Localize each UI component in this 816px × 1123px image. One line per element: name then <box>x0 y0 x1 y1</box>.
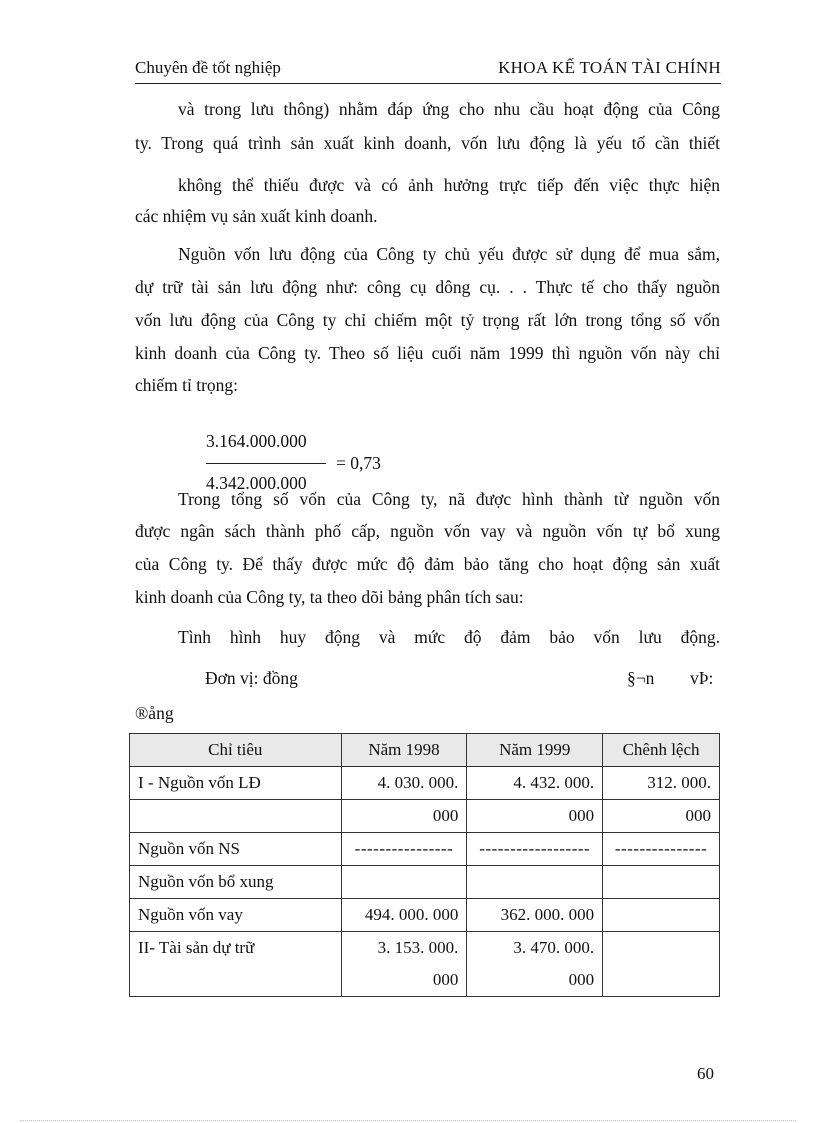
paragraph-line: và trong lưu thông) nhằm đáp ứng cho nhu cầu hoạt động của Công <box>178 99 720 119</box>
table-caption: Tình hình huy động và mức độ đảm bảo vốn lưu động. <box>178 627 720 647</box>
header-rule <box>135 83 721 84</box>
table-header-cell: Chỉ tiêu <box>130 734 342 767</box>
table-cell: ------------------ <box>467 833 603 866</box>
cell-line: 000 <box>432 970 459 989</box>
table-cell: Nguồn vốn bổ xung <box>130 866 342 899</box>
table-row <box>130 767 720 800</box>
unit-garbled-mid: §¬n <box>627 668 655 688</box>
paragraph-line: ty. Trong quá trình sản xuất kinh doanh, vốn lưu động là yếu tố cần thiết <box>135 133 720 153</box>
table-row <box>130 899 720 932</box>
table-cell <box>341 866 467 899</box>
unit-garbled-right: vÞ: <box>690 668 714 688</box>
table-header-cell: Năm 1998 <box>341 734 467 767</box>
table-cell: ---------------- <box>341 833 467 866</box>
table-cell: 000 <box>341 800 467 833</box>
paragraph-line: chiếm tỉ trọng: <box>135 375 239 395</box>
table-cell: Nguồn vốn vay <box>130 899 342 932</box>
table-cell: 000 <box>603 800 720 833</box>
table-cell <box>130 932 342 997</box>
table-cell <box>603 899 720 932</box>
paragraph-line: kinh doanh của Công ty. Theo số liệu cuối năm 1999 thì nguồn vốn này chỉ <box>135 343 720 363</box>
table-cell: 000 <box>467 800 603 833</box>
fraction-numerator: 3.164.000.000 <box>206 431 307 451</box>
fraction-result: = 0,73 <box>336 453 381 473</box>
table-cell <box>341 932 467 997</box>
cell-line: 000 <box>568 970 595 989</box>
fraction-bar <box>206 463 326 464</box>
table-cell: I - Nguồn vốn LĐ <box>130 767 342 800</box>
paragraph-line: được ngân sách thành phố cấp, nguồn vốn vay và nguồn vốn tự bổ xung <box>135 521 720 541</box>
table-cell <box>603 932 720 997</box>
fraction-denominator: 4.342.000.000 <box>206 473 307 493</box>
unit-garbled-table: ®ång <box>135 703 174 723</box>
table-cell: Nguồn vốn NS <box>130 833 342 866</box>
unit-label: Đơn vị: đồng <box>205 668 298 688</box>
table-row <box>130 866 720 899</box>
table-header-cell: Chênh lệch <box>603 734 720 767</box>
cell-line: 3. 470. 000. <box>513 938 595 957</box>
paragraph-line: Trong tổng số vốn của Công ty, nã được hình thành từ nguồn vốn <box>178 489 720 509</box>
table-cell: 4. 030. 000. <box>341 767 467 800</box>
table-cell <box>467 932 603 997</box>
page-number: 60 <box>697 1064 714 1083</box>
table-header-row <box>130 734 720 767</box>
paragraph-line: không thể thiếu được và có ảnh hưởng trực tiếp đến việc thực hiện <box>178 175 720 195</box>
table-row <box>130 800 720 833</box>
table-cell: 312. 000. <box>603 767 720 800</box>
cell-line: II- Tài sản dự trữ <box>138 938 255 957</box>
page-header <box>135 58 721 84</box>
table-cell: 4. 432. 000. <box>467 767 603 800</box>
paragraph-line: kinh doanh của Công ty, ta theo dõi bảng phân tích sau: <box>135 587 524 607</box>
table-row <box>130 932 720 997</box>
capital-table <box>129 733 720 997</box>
paragraph-line: các nhiệm vụ sản xuất kinh doanh. <box>135 206 378 226</box>
cell-line: 3. 153. 000. <box>377 938 459 957</box>
table-row <box>130 833 720 866</box>
table-header-cell: Năm 1999 <box>467 734 603 767</box>
table-cell <box>130 800 342 833</box>
header-left-title: Chuyên đề tốt nghiệp <box>135 58 281 77</box>
table-cell: 494. 000. 000 <box>341 899 467 932</box>
paragraph-line: vốn lưu động của Công ty chỉ chiếm một tỷ trọng rất lớn trong tổng số vốn <box>135 310 720 330</box>
table-cell <box>467 866 603 899</box>
footer-rule <box>20 1120 796 1121</box>
header-right-title: KHOA KẾ TOÁN TÀI CHÍNH <box>498 58 721 77</box>
table-cell <box>603 866 720 899</box>
table-cell: --------------- <box>603 833 720 866</box>
paragraph-line: Nguồn vốn lưu động của Công ty chủ yếu được sử dụng để mua sắm, <box>178 244 720 264</box>
table-cell: 362. 000. 000 <box>467 899 603 932</box>
paragraph-line: của Công ty. Để thấy được mức độ đảm bảo tăng cho hoạt động sản xuất <box>135 554 720 574</box>
paragraph-line: dự trữ tài sản lưu động như: công cụ dông cụ. . . Thực tế cho thấy nguồn <box>135 277 720 297</box>
